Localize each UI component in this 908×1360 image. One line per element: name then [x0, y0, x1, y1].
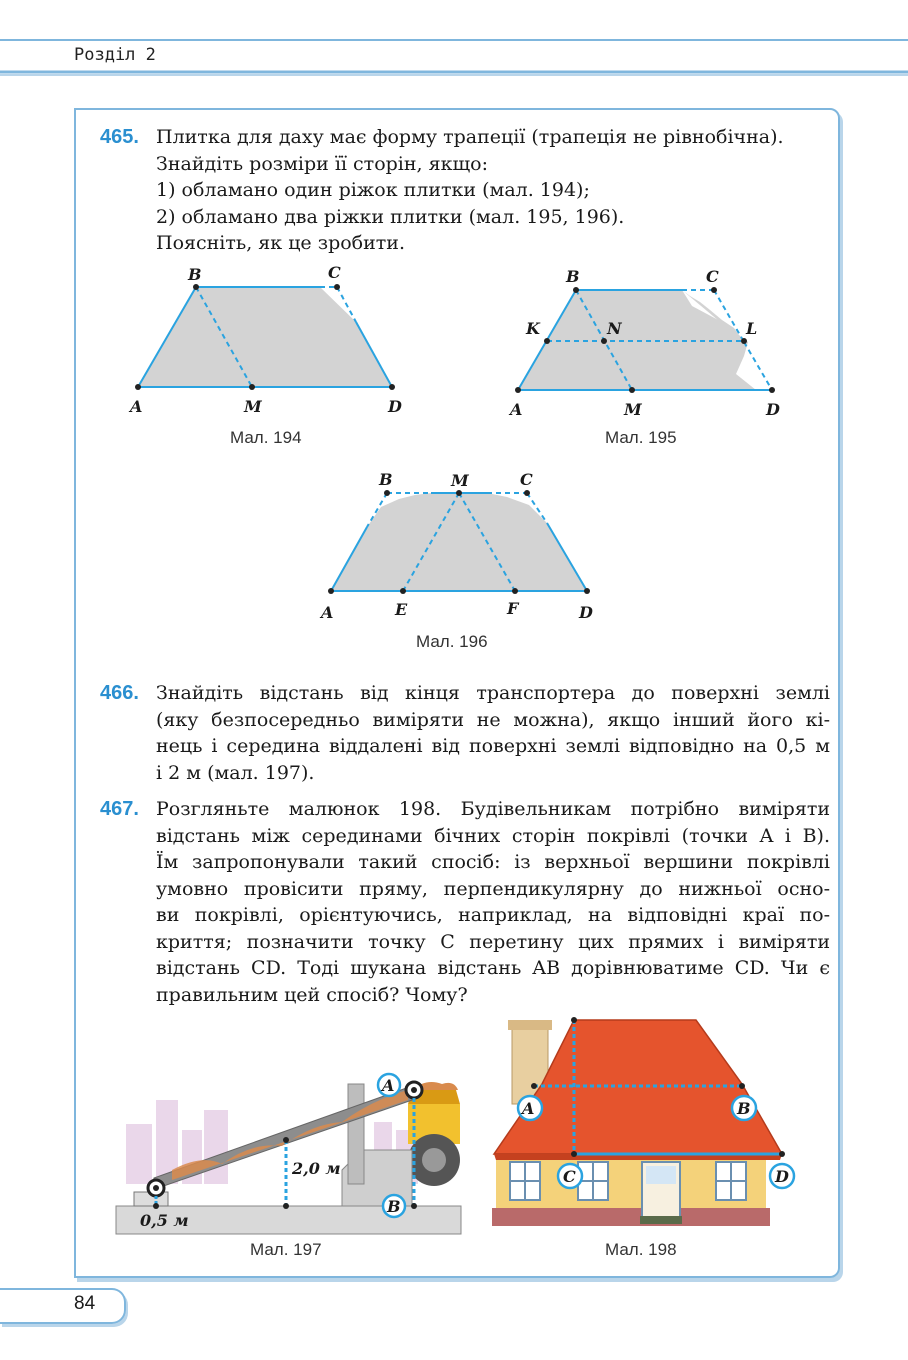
- page-number: 84: [74, 1293, 96, 1314]
- problem-text-line: відстань CD. Тоді шукана відстань AB дорівнюватиме CD. Чи є: [156, 957, 830, 979]
- point-label-M: M: [451, 471, 469, 490]
- point-label-D: D: [579, 603, 593, 622]
- problem-text-line: і 2 м (мал. 197).: [156, 761, 315, 784]
- point-label-E: E: [395, 600, 408, 619]
- point-label-B: B: [188, 265, 202, 284]
- point-label-B: B: [387, 1197, 401, 1216]
- problem-467: [100, 796, 830, 1008]
- figure-195: [500, 262, 800, 427]
- point-label-A: A: [321, 603, 334, 622]
- problem-text-line: Знайдіть відстань від кінця транспортера до поверхні землі: [156, 682, 830, 704]
- caption-195: Мал. 195: [605, 428, 677, 447]
- problem-text-line: ви покрівлі, орієнтуючись, наприклад, на відповідні краї по-: [156, 904, 830, 926]
- point-label-D: D: [388, 397, 402, 416]
- problem-text-line: відстань між серединами бічних сторін покрівлі (точки A і B).: [156, 824, 830, 847]
- distance-label-mid: 2,0 м: [292, 1159, 341, 1178]
- point-label-A: A: [130, 397, 143, 416]
- point-label-A: A: [522, 1099, 535, 1118]
- figure-198: [490, 1012, 800, 1232]
- section-title: Розділ 2: [74, 45, 156, 65]
- problem-number: 467.: [100, 798, 139, 820]
- problem-text-line: (яку безпосередньо виміряти не можна), якщо інший його кі-: [156, 708, 830, 731]
- point-label-D: D: [766, 400, 780, 419]
- figure-194: [120, 262, 420, 422]
- problem-text-line: Знайдіть розміри її сторін, якщо:: [156, 152, 488, 175]
- distance-label-end: 0,5 м: [140, 1211, 189, 1230]
- caption-194: Мал. 194: [230, 428, 302, 447]
- figure-197: [112, 1060, 467, 1236]
- point-label-F: F: [507, 599, 519, 618]
- point-label-C: C: [563, 1167, 576, 1186]
- problem-text-line: Плитка для даху має форму трапеції (трапеція не рівнобічна).: [156, 126, 784, 148]
- point-label-C: C: [520, 470, 533, 489]
- point-label-K: K: [526, 319, 540, 338]
- figure-196: [315, 465, 605, 625]
- problem-text-line: умовно провісити пряму, перпендикулярну до нижньої осно-: [156, 877, 830, 900]
- point-label-B: B: [379, 470, 393, 489]
- point-label-C: C: [706, 267, 719, 286]
- caption-196: Мал. 196: [416, 632, 488, 651]
- problem-466: [100, 680, 830, 786]
- caption-197: Мал. 197: [250, 1240, 322, 1259]
- problem-number: 465.: [100, 126, 139, 148]
- point-label-M: M: [244, 397, 262, 416]
- point-label-A: A: [382, 1076, 395, 1095]
- problem-text-line: 1) обламано один ріжок плитки (мал. 194);: [156, 179, 590, 201]
- point-label-B: B: [566, 267, 580, 286]
- problem-text-line: Їм запропонували такий спосіб: із верхньої вершини покрівлі: [156, 851, 830, 873]
- caption-198: Мал. 198: [605, 1240, 677, 1259]
- problem-text-line: Розгляньте малюнок 198. Будівельникам потрібно виміряти: [156, 798, 830, 820]
- point-label-N: N: [607, 319, 622, 338]
- problem-text-line: 2) обламано два ріжки плитки (мал. 195, 196).: [156, 205, 625, 228]
- page-number-tab: [0, 1288, 126, 1324]
- point-label-L: L: [746, 319, 758, 338]
- point-label-C: C: [328, 263, 341, 282]
- problem-number: 466.: [100, 682, 139, 704]
- problem-text-line: Поясніть, як це зробити.: [156, 232, 405, 254]
- problem-text-line: правильним цей спосіб? Чому?: [156, 983, 468, 1006]
- problem-text-line: нець і середина віддалені від поверхні землі відповідно на 0,5 м: [156, 735, 830, 757]
- point-label-D: D: [775, 1167, 789, 1186]
- point-label-B: B: [737, 1099, 751, 1118]
- problem-465: [100, 124, 830, 257]
- problem-text-line: криття; позначити точку C перетину цих прямих і виміряти: [156, 930, 830, 953]
- point-label-A: A: [510, 400, 523, 419]
- point-label-M: M: [624, 400, 642, 419]
